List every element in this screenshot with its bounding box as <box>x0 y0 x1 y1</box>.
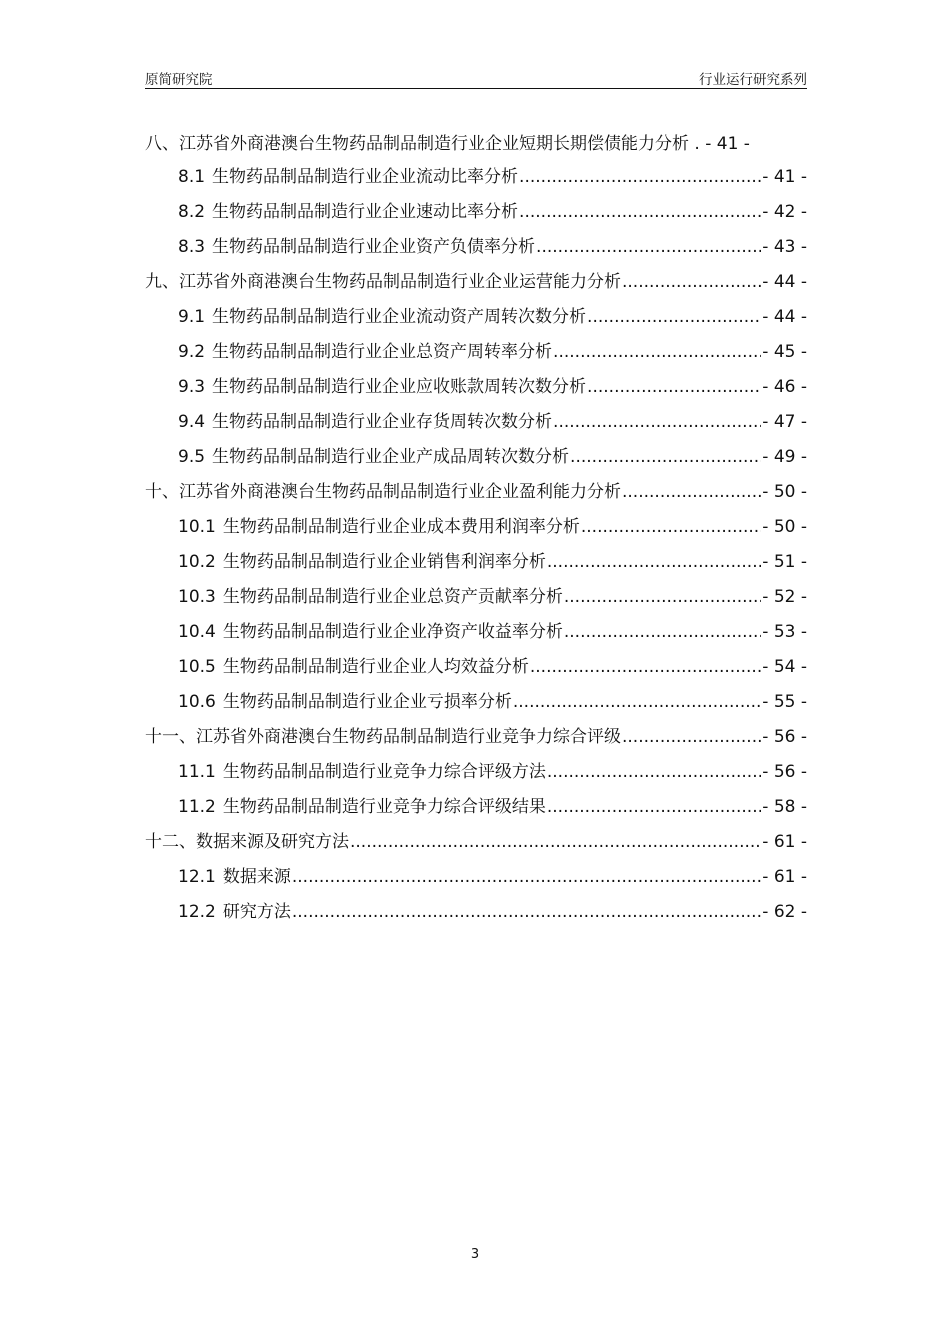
toc-leader-dots <box>587 307 761 327</box>
toc-entry-number: 8.2 <box>178 202 206 222</box>
page-header <box>145 68 807 89</box>
toc-section-entry[interactable] <box>145 162 807 197</box>
toc-leader-dots <box>622 727 761 747</box>
toc-section-entry[interactable] <box>145 442 807 477</box>
toc-entry-page: - 56 - <box>762 762 807 782</box>
toc-entry-number: 11.2 <box>178 797 216 817</box>
toc-entry-page: - 50 - <box>762 482 807 502</box>
toc-entry-title: 十二、数据来源及研究方法 <box>145 832 349 852</box>
toc-entry-number: 9.2 <box>178 342 206 362</box>
toc-entry-title: 生物药品制品制造行业企业流动比率分析 <box>212 167 519 187</box>
toc-entry-number: 9.4 <box>178 412 206 432</box>
toc-entry-title: 生物药品制品制造行业竞争力综合评级方法 <box>222 762 546 782</box>
toc-section-entry[interactable] <box>145 337 807 372</box>
toc-entry-page: - 51 - <box>762 552 807 572</box>
toc-chapter-entry[interactable] <box>145 267 807 302</box>
toc-entry-number: 10.6 <box>178 692 216 712</box>
toc-leader-dots <box>547 762 761 782</box>
toc-entry-page: - 44 - <box>762 307 807 327</box>
toc-leader-dots <box>622 272 761 292</box>
toc-entry-title: 生物药品制品制造行业企业存货周转次数分析 <box>212 412 553 432</box>
toc-section-entry[interactable] <box>145 757 807 792</box>
header-series-title: 行业运行研究系列 <box>699 72 807 88</box>
toc-leader-dots <box>564 587 761 607</box>
toc-section-entry[interactable] <box>145 197 807 232</box>
toc-section-entry[interactable] <box>145 302 807 337</box>
toc-entry-page: - 54 - <box>762 657 807 677</box>
toc-entry-page: - 61 - <box>762 867 807 887</box>
toc-entry-title: 生物药品制品制造行业企业应收账款周转次数分析 <box>212 377 587 397</box>
toc-entry-title: 九、江苏省外商港澳台生物药品制品制造行业企业运营能力分析 <box>145 272 621 292</box>
toc-entry-number: 10.2 <box>178 552 216 572</box>
toc-entry-number: 9.1 <box>178 307 206 327</box>
toc-entry-page: - 41 - <box>762 167 807 187</box>
toc-leader-dots <box>292 867 761 887</box>
toc-section-entry[interactable] <box>145 407 807 442</box>
toc-leader-dots <box>530 657 761 677</box>
toc-section-entry[interactable] <box>145 232 807 267</box>
toc-entry-title: 十、江苏省外商港澳台生物药品制品制造行业企业盈利能力分析 <box>145 482 621 502</box>
toc-entry-number: 12.1 <box>178 867 216 887</box>
toc-leader-dots <box>513 692 761 712</box>
toc-chapter-entry[interactable] <box>145 127 807 162</box>
toc-leader-dots <box>564 622 761 642</box>
toc-entry-title: 生物药品制品制造行业企业总资产贡献率分析 <box>222 587 563 607</box>
toc-leader-dots <box>547 797 761 817</box>
toc-entry-page: - 41 - <box>705 134 750 154</box>
toc-entry-number: 10.3 <box>178 587 216 607</box>
toc-leader-dots <box>553 412 761 432</box>
toc-leader-dots <box>581 517 761 537</box>
toc-entry-title: 生物药品制品制造行业企业净资产收益率分析 <box>222 622 563 642</box>
toc-entry-title: 生物药品制品制造行业企业流动资产周转次数分析 <box>212 307 587 327</box>
toc-entry-page: - 44 - <box>762 272 807 292</box>
toc-entry-page: - 53 - <box>762 622 807 642</box>
toc-section-entry[interactable] <box>145 582 807 617</box>
toc-entry-title: 生物药品制品制造行业企业成本费用利润率分析 <box>222 517 580 537</box>
toc-leader-dots <box>292 902 761 922</box>
header-organization: 原简研究院 <box>145 72 213 88</box>
toc-entry-number: 10.5 <box>178 657 216 677</box>
toc-leader-dots: . <box>689 134 706 154</box>
toc-entry-title: 生物药品制品制造行业企业总资产周转率分析 <box>212 342 553 362</box>
toc-entry-title: 八、江苏省外商港澳台生物药品制品制造行业企业短期长期偿债能力分析 <box>145 134 689 154</box>
toc-entry-page: - 56 - <box>762 727 807 747</box>
toc-leader-dots <box>519 202 761 222</box>
toc-section-entry[interactable] <box>145 862 807 897</box>
toc-section-entry[interactable] <box>145 617 807 652</box>
toc-entry-page: - 47 - <box>762 412 807 432</box>
toc-leader-dots <box>570 447 761 467</box>
toc-leader-dots <box>587 377 761 397</box>
toc-entry-number: 10.1 <box>178 517 216 537</box>
toc-entry-page: - 45 - <box>762 342 807 362</box>
toc-section-entry[interactable] <box>145 792 807 827</box>
toc-section-entry[interactable] <box>145 652 807 687</box>
toc-section-entry[interactable] <box>145 372 807 407</box>
toc-leader-dots <box>350 832 761 852</box>
toc-entry-page: - 55 - <box>762 692 807 712</box>
toc-entry-page: - 52 - <box>762 587 807 607</box>
toc-leader-dots <box>519 167 761 187</box>
toc-chapter-entry[interactable] <box>145 722 807 757</box>
toc-entry-title: 生物药品制品制造行业企业资产负债率分析 <box>212 237 536 257</box>
toc-entry-page: - 58 - <box>762 797 807 817</box>
toc-entry-title: 数据来源 <box>222 867 291 887</box>
toc-entry-number: 9.3 <box>178 377 206 397</box>
table-of-contents <box>145 127 807 932</box>
toc-entry-number: 11.1 <box>178 762 216 782</box>
toc-chapter-entry[interactable] <box>145 477 807 512</box>
toc-entry-page: - 49 - <box>762 447 807 467</box>
toc-leader-dots <box>536 237 761 257</box>
toc-entry-page: - 43 - <box>762 237 807 257</box>
toc-entry-title: 生物药品制品制造行业竞争力综合评级结果 <box>222 797 546 817</box>
toc-entry-title: 生物药品制品制造行业企业产成品周转次数分析 <box>212 447 570 467</box>
toc-entry-page: - 50 - <box>762 517 807 537</box>
toc-entry-title: 生物药品制品制造行业企业速动比率分析 <box>212 202 519 222</box>
toc-entry-title: 十一、江苏省外商港澳台生物药品制品制造行业竞争力综合评级 <box>145 727 621 747</box>
toc-entry-page: - 62 - <box>762 902 807 922</box>
toc-leader-dots <box>622 482 761 502</box>
toc-section-entry[interactable] <box>145 897 807 932</box>
toc-entry-number: 12.2 <box>178 902 216 922</box>
toc-entry-page: - 61 - <box>762 832 807 852</box>
toc-entry-title: 生物药品制品制造行业企业销售利润率分析 <box>222 552 546 572</box>
toc-section-entry[interactable] <box>145 512 807 547</box>
toc-entry-title: 研究方法 <box>222 902 291 922</box>
toc-section-entry[interactable] <box>145 687 807 722</box>
page-number: 3 <box>470 1247 480 1262</box>
toc-entry-page: - 46 - <box>762 377 807 397</box>
toc-leader-dots <box>547 552 761 572</box>
toc-chapter-entry[interactable] <box>145 827 807 862</box>
toc-leader-dots <box>553 342 761 362</box>
toc-entry-number: 8.3 <box>178 237 206 257</box>
toc-entry-title: 生物药品制品制造行业企业人均效益分析 <box>222 657 529 677</box>
toc-section-entry[interactable] <box>145 547 807 582</box>
toc-entry-number: 8.1 <box>178 167 206 187</box>
toc-entry-page: - 42 - <box>762 202 807 222</box>
toc-entry-number: 9.5 <box>178 447 206 467</box>
toc-entry-number: 10.4 <box>178 622 216 642</box>
toc-entry-title: 生物药品制品制造行业企业亏损率分析 <box>222 692 512 712</box>
